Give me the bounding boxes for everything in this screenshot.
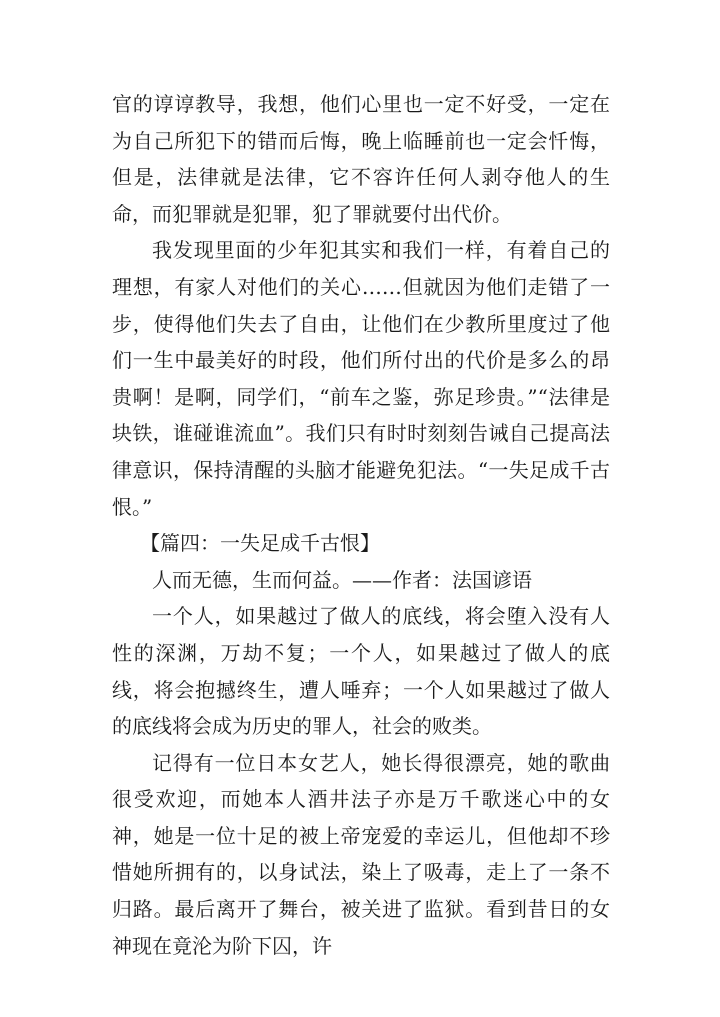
paragraph-juvenile-offenders: 我发现里面的少年犯其实和我们一样，有着自己的理想，有家人对他们的关心……但就因为他们走错了一步，使得他们失去了自由，让他们在少教所里度过了他们一生中最美好的时段，他们所付出的代价是多么的昂贵啊！是啊，同学们，“前车之鉴，弥足珍贵。”“法律是块铁，谁碰谁流血”。我们只有时时刻刻告诫自己提高法律意识，保持清醒的头脑才能避免犯法。“一失足成千古恨。” <box>112 238 610 519</box>
document-body <box>112 86 610 964</box>
paragraph-bottom-line: 一个人，如果越过了做人的底线，将会堕入没有人性的深渊，万劫不复；一个人，如果越过了做人的底线，将会抱撼终生，遭人唾弃；一个人如果越过了做人的底线将会成为历史的罪人，社会的败类。 <box>112 604 610 739</box>
paragraph-continuation: 官的谆谆教导，我想，他们心里也一定不好受，一定在为自己所犯下的错而后悔，晚上临睡前也一定会忏悔，但是，法律就是法律，它不容许任何人剥夺他人的生命，而犯罪就是犯罪，犯了罪就要付出代价。 <box>112 92 610 226</box>
paragraph-japanese-artist: 记得有一位日本女艺人，她长得很漂亮，她的歌曲很受欢迎，而她本人酒井法子亦是万千歌迷心中的女神，她是一位十足的被上帝宠爱的幸运儿，但他却不珍惜她所拥有的，以身试法，染上了吸毒，走上了一条不归路。最后离开了舞台，被关进了监狱。看到昔日的女神现在竟沦为阶下囚，许 <box>112 750 610 958</box>
section-heading: 【篇四：一失足成千古恨】 <box>140 531 380 556</box>
epigraph: 人而无德，生而何益。——作者：法国谚语 <box>152 567 532 592</box>
